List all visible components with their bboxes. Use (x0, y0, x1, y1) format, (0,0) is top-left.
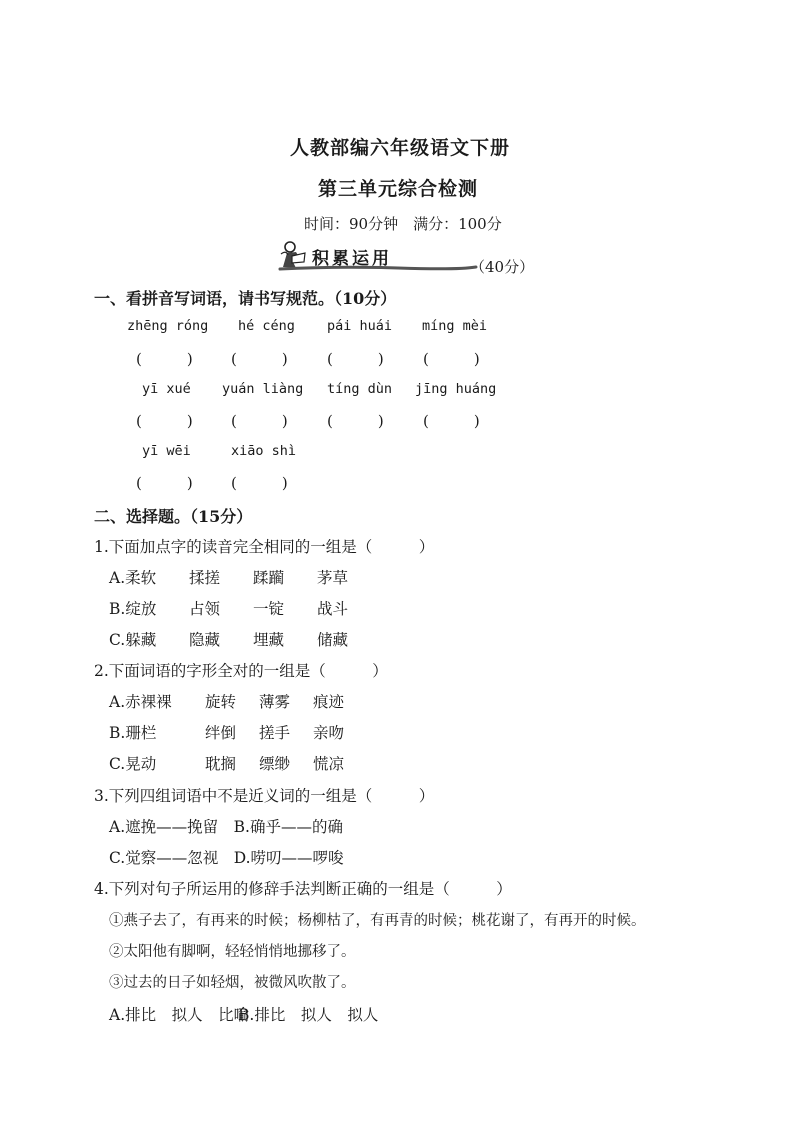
option-word: C.晃动 (109, 755, 157, 773)
option-word: 痕迹 (313, 693, 345, 711)
answer-blank[interactable]: ( ) (136, 412, 193, 430)
answer-blank[interactable]: ( ) (423, 350, 480, 368)
option-row[interactable] (109, 721, 344, 743)
pinyin-item: jīng huáng (415, 381, 497, 397)
option-row[interactable] (109, 752, 344, 774)
answer-blank[interactable]: ( ) (327, 412, 384, 430)
pinyin-item: yī xué (142, 381, 191, 397)
question-2-stem: 2.下面词语的字形全对的一组是（ ） (94, 662, 388, 680)
page-subtitle: 第三单元综合检测 (318, 178, 479, 200)
option-word: A.赤裸裸 (109, 693, 172, 711)
question-3-stem: 3.下列四组词语中不是近义词的一组是（ ） (94, 787, 435, 805)
option-row[interactable] (109, 1003, 378, 1025)
option-word: 一锭 (253, 600, 285, 618)
option-line[interactable]: C.觉察——忽视 D.唠叨——啰唆 (109, 849, 344, 867)
option-word: 耽搁 (205, 755, 237, 773)
section-2-heading: 二、选择题。（15分） (94, 507, 253, 526)
option-word: 慌凉 (313, 755, 345, 773)
option-word: 蹂躏 (253, 569, 285, 587)
pinyin-item: xiāo shì (231, 443, 297, 459)
option-line: B.排比 拟人 拟人 (238, 1006, 379, 1024)
option-line[interactable]: A.遮挽——挽留 B.确乎——的确 (109, 818, 343, 836)
option-word: B.珊栏 (109, 724, 157, 742)
banner-label: 积累运用 (312, 249, 392, 269)
pinyin-item: zhēng róng (127, 318, 209, 334)
option-word: A.柔软 (109, 569, 157, 587)
answer-blank[interactable]: ( ) (327, 350, 384, 368)
pinyin-item: yī wēi (142, 443, 191, 459)
option-word: 亲吻 (313, 724, 345, 742)
sentence-2: ②太阳他有脚啊，轻轻悄悄地挪移了。 (109, 944, 356, 960)
question-1-stem: 1.下面加点字的读音完全相同的一组是（ ） (94, 538, 435, 556)
option-row[interactable] (109, 690, 344, 712)
option-word: 占领 (189, 600, 221, 618)
option-word: 揉搓 (189, 569, 221, 587)
option-word: 薄雾 (259, 693, 291, 711)
section-1-heading: 一、看拼音写词语，请书写规范。（10分） (94, 289, 397, 308)
option-line: A.排比 拟人 比喻 (109, 1006, 250, 1024)
option-word: 埋藏 (253, 631, 285, 649)
option-word: 绊倒 (205, 724, 237, 742)
option-word: 缥缈 (259, 755, 291, 773)
option-word: B.绽放 (109, 600, 157, 618)
answer-blank[interactable]: ( ) (231, 474, 288, 492)
option-word: C.躲藏 (109, 631, 157, 649)
pinyin-item: tíng dùn (327, 381, 393, 397)
option-row[interactable] (109, 628, 348, 650)
question-4-stem: 4.下列对句子所运用的修辞手法判断正确的一组是（ ） (94, 880, 512, 898)
option-word: 隐藏 (189, 631, 221, 649)
section-banner (278, 240, 478, 272)
option-word: 茅草 (317, 569, 349, 587)
banner-brush-line (278, 264, 478, 274)
pinyin-item: hé céng (238, 318, 295, 334)
pinyin-item: yuán liàng (222, 381, 304, 397)
answer-blank[interactable]: ( ) (423, 412, 480, 430)
page-title: 人教部编六年级语文下册 (290, 137, 511, 159)
option-word: 旋转 (205, 693, 237, 711)
option-word: 搓手 (259, 724, 291, 742)
option-row[interactable] (109, 597, 348, 619)
pinyin-item: pái huái (327, 318, 393, 334)
answer-blank[interactable]: ( ) (231, 350, 288, 368)
option-word: 储藏 (317, 631, 349, 649)
answer-blank[interactable]: ( ) (136, 474, 193, 492)
time-info: 时间：90分钟 满分：100分 (304, 215, 502, 233)
option-word: 战斗 (317, 600, 349, 618)
answer-blank[interactable]: ( ) (231, 412, 288, 430)
sentence-3: ③过去的日子如轻烟，被微风吹散了。 (109, 975, 356, 991)
banner-score: （40分） (470, 258, 535, 276)
answer-blank[interactable]: ( ) (136, 350, 193, 368)
sentence-1: ①燕子去了，有再来的时候；杨柳枯了，有再青的时候；桃花谢了，有再开的时候。 (109, 913, 646, 929)
pinyin-item: míng mèi (422, 318, 488, 334)
option-row[interactable] (109, 566, 348, 588)
